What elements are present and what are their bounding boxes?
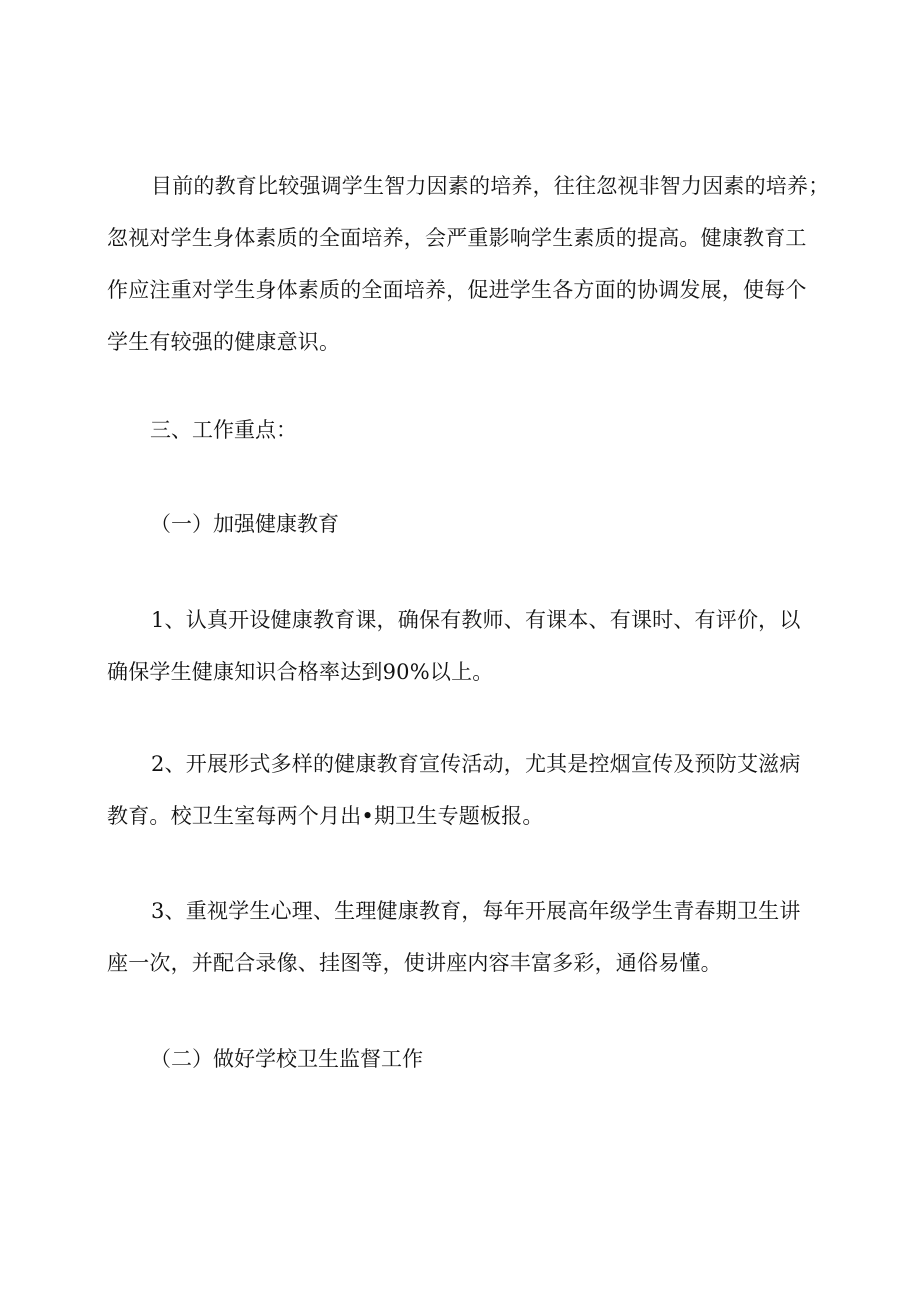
item-1-paragraph bbox=[107, 594, 813, 698]
item-3-line: 3、重视学生心理、生理健康教育，每年开展高年级学生青春期卫生讲 bbox=[151, 899, 801, 923]
item-2-paragraph bbox=[107, 738, 813, 842]
item-2-line: 教育。校卫生室每两个月出•期卫生专题板报。 bbox=[107, 804, 544, 828]
intro-line: 忽视对学生身体素质的全面培养，会严重影响学生素质的提高。健康教育工 bbox=[107, 226, 807, 250]
item-1-line: 1、认真开设健康教育课，确保有教师、有课本、有课时、有评价，以 bbox=[151, 608, 801, 632]
intro-line: 学生有较强的健康意识。 bbox=[107, 330, 341, 354]
section-3-heading: 三、工作重点： bbox=[150, 418, 297, 442]
item-3-paragraph bbox=[107, 885, 813, 989]
subsection-1-heading: （一）加强健康教育 bbox=[150, 512, 339, 536]
item-2-line: 2、开展形式多样的健康教育宣传活动，尤其是控烟宣传及预防艾滋病 bbox=[151, 752, 801, 776]
item-1-line: 确保学生健康知识合格率达到90%以上。 bbox=[107, 660, 494, 684]
intro-line: 作应注重对学生身体素质的全面培养，促进学生各方面的协调发展，使每个 bbox=[107, 278, 807, 302]
intro-paragraph bbox=[107, 160, 830, 368]
item-3-line: 座一次，并配合录像、挂图等，使讲座内容丰富多彩，通俗易懂。 bbox=[107, 951, 722, 975]
intro-line: 目前的教育比较强调学生智力因素的培养，往往忽视非智力因素的培养； bbox=[151, 174, 830, 198]
subsection-2-heading: （二）做好学校卫生监督工作 bbox=[150, 1047, 423, 1071]
